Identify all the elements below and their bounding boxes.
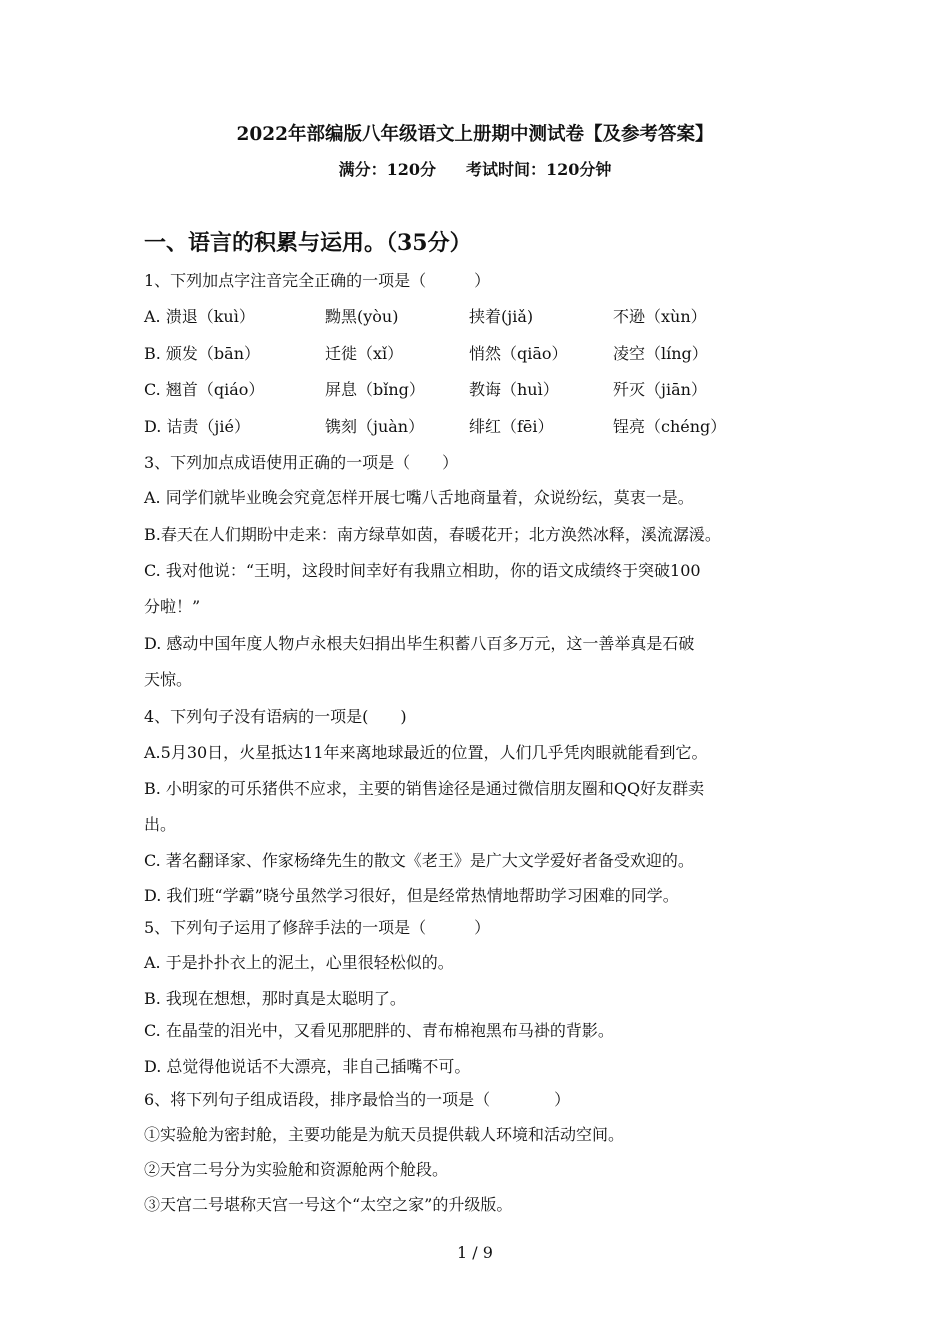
q1-c-3: 教诲（huì） (469, 380, 559, 399)
question-5-stem: 5、下列句子运用了修辞手法的一项是（ ） (144, 918, 491, 937)
q3-option-a: A. 同学们就毕业晚会究竟怎样开展七嘴八舌地商量着，众说纷纭，莫衷一是。 (144, 488, 694, 507)
q1-d-3: 绯红（fēi） (469, 417, 554, 436)
q3-option-c-line1: C. 我对他说：“王明，这段时间幸好有我鼎立相助，你的语文成绩终于突破100 (144, 561, 701, 580)
question-4-stem: 4、下列句子没有语病的一项是( ) (144, 707, 407, 726)
q1-c-2: 屏息（bǐng） (325, 380, 425, 399)
q4-option-b-line2: 出。 (144, 815, 177, 834)
q6-sentence-3: ③天宫二号堪称天宫一号这个“太空之家”的升级版。 (144, 1195, 513, 1214)
q1-b-2: 迁徙（xǐ） (325, 344, 404, 363)
exam-info (0, 157, 950, 180)
q1-b-3: 悄然（qiāo） (469, 344, 568, 363)
question-1-stem: 1、下列加点字注音完全正确的一项是（ ） (144, 271, 491, 290)
q1-c-1: C. 翘首（qiáo） (144, 380, 265, 399)
q1-d-4: 锃亮（chéng） (613, 417, 727, 436)
q1-a-2: 黝黑(yòu) (325, 307, 399, 326)
question-6-stem: 6、将下列句子组成语段，排序最恰当的一项是（ ） (144, 1090, 571, 1109)
q3-option-d-line2: 天惊。 (144, 670, 193, 689)
page-title: 2022年部编版八年级语文上册期中测试卷【及参考答案】 (236, 124, 714, 145)
q1-c-4: 歼灭（jiān） (613, 380, 707, 399)
q1-d-2: 镌刻（juàn） (325, 417, 425, 436)
q3-option-c-line2: 分啦！” (144, 597, 201, 616)
q1-b-1: B. 颁发（bān） (144, 344, 261, 363)
q6-sentence-1: ①实验舱为密封舱，主要功能是为航天员提供载人环境和活动空间。 (144, 1125, 625, 1144)
page-number: 1 / 9 (457, 1243, 493, 1262)
q1-a-3: 挟着(jiǎ) (469, 307, 534, 326)
q5-option-c: C. 在晶莹的泪光中，又看见那肥胖的、青布棉袍黑布马褂的背影。 (144, 1021, 614, 1040)
full-score: 满分：120分 (338, 160, 436, 179)
q1-a-1: A. 溃退（kuì） (144, 307, 255, 326)
q1-a-4: 不逊（xùn） (613, 307, 707, 326)
section-heading: 一、语言的积累与运用。（35分） (144, 230, 472, 256)
q4-option-d: D. 我们班“学霸”晓兮虽然学习很好，但是经常热情地帮助学习困难的同学。 (144, 886, 679, 905)
exam-time: 考试时间：120分钟 (466, 160, 612, 179)
q1-b-4: 凌空（líng） (613, 344, 708, 363)
q5-option-d: D. 总觉得他说话不大漂亮，非自己插嘴不可。 (144, 1057, 471, 1076)
question-3-stem: 3、下列加点成语使用正确的一项是（ ） (144, 453, 459, 472)
q4-option-a: A.5月30日，火星抵达11年来离地球最近的位置，人们几乎凭肉眼就能看到它。 (144, 743, 708, 762)
q5-option-b: B. 我现在想想，那时真是太聪明了。 (144, 989, 406, 1008)
q4-option-c: C. 著名翻译家、作家杨绛先生的散文《老王》是广大文学爱好者备受欢迎的。 (144, 851, 694, 870)
q4-option-b-line1: B. 小明家的可乐猪供不应求，主要的销售途径是通过微信朋友圈和QQ好友群卖 (144, 779, 705, 798)
q1-d-1: D. 诘责（jié） (144, 417, 250, 436)
q6-sentence-2: ②天宫二号分为实验舱和资源舱两个舱段。 (144, 1160, 449, 1179)
q3-option-b: B.春天在人们期盼中走来：南方绿草如茵，春暖花开；北方涣然冰释，溪流潺湲。 (144, 525, 721, 544)
q5-option-a: A. 于是扑扑衣上的泥土，心里很轻松似的。 (144, 953, 454, 972)
q3-option-d-line1: D. 感动中国年度人物卢永根夫妇捐出毕生积蓄八百多万元，这一善举真是石破 (144, 634, 695, 653)
